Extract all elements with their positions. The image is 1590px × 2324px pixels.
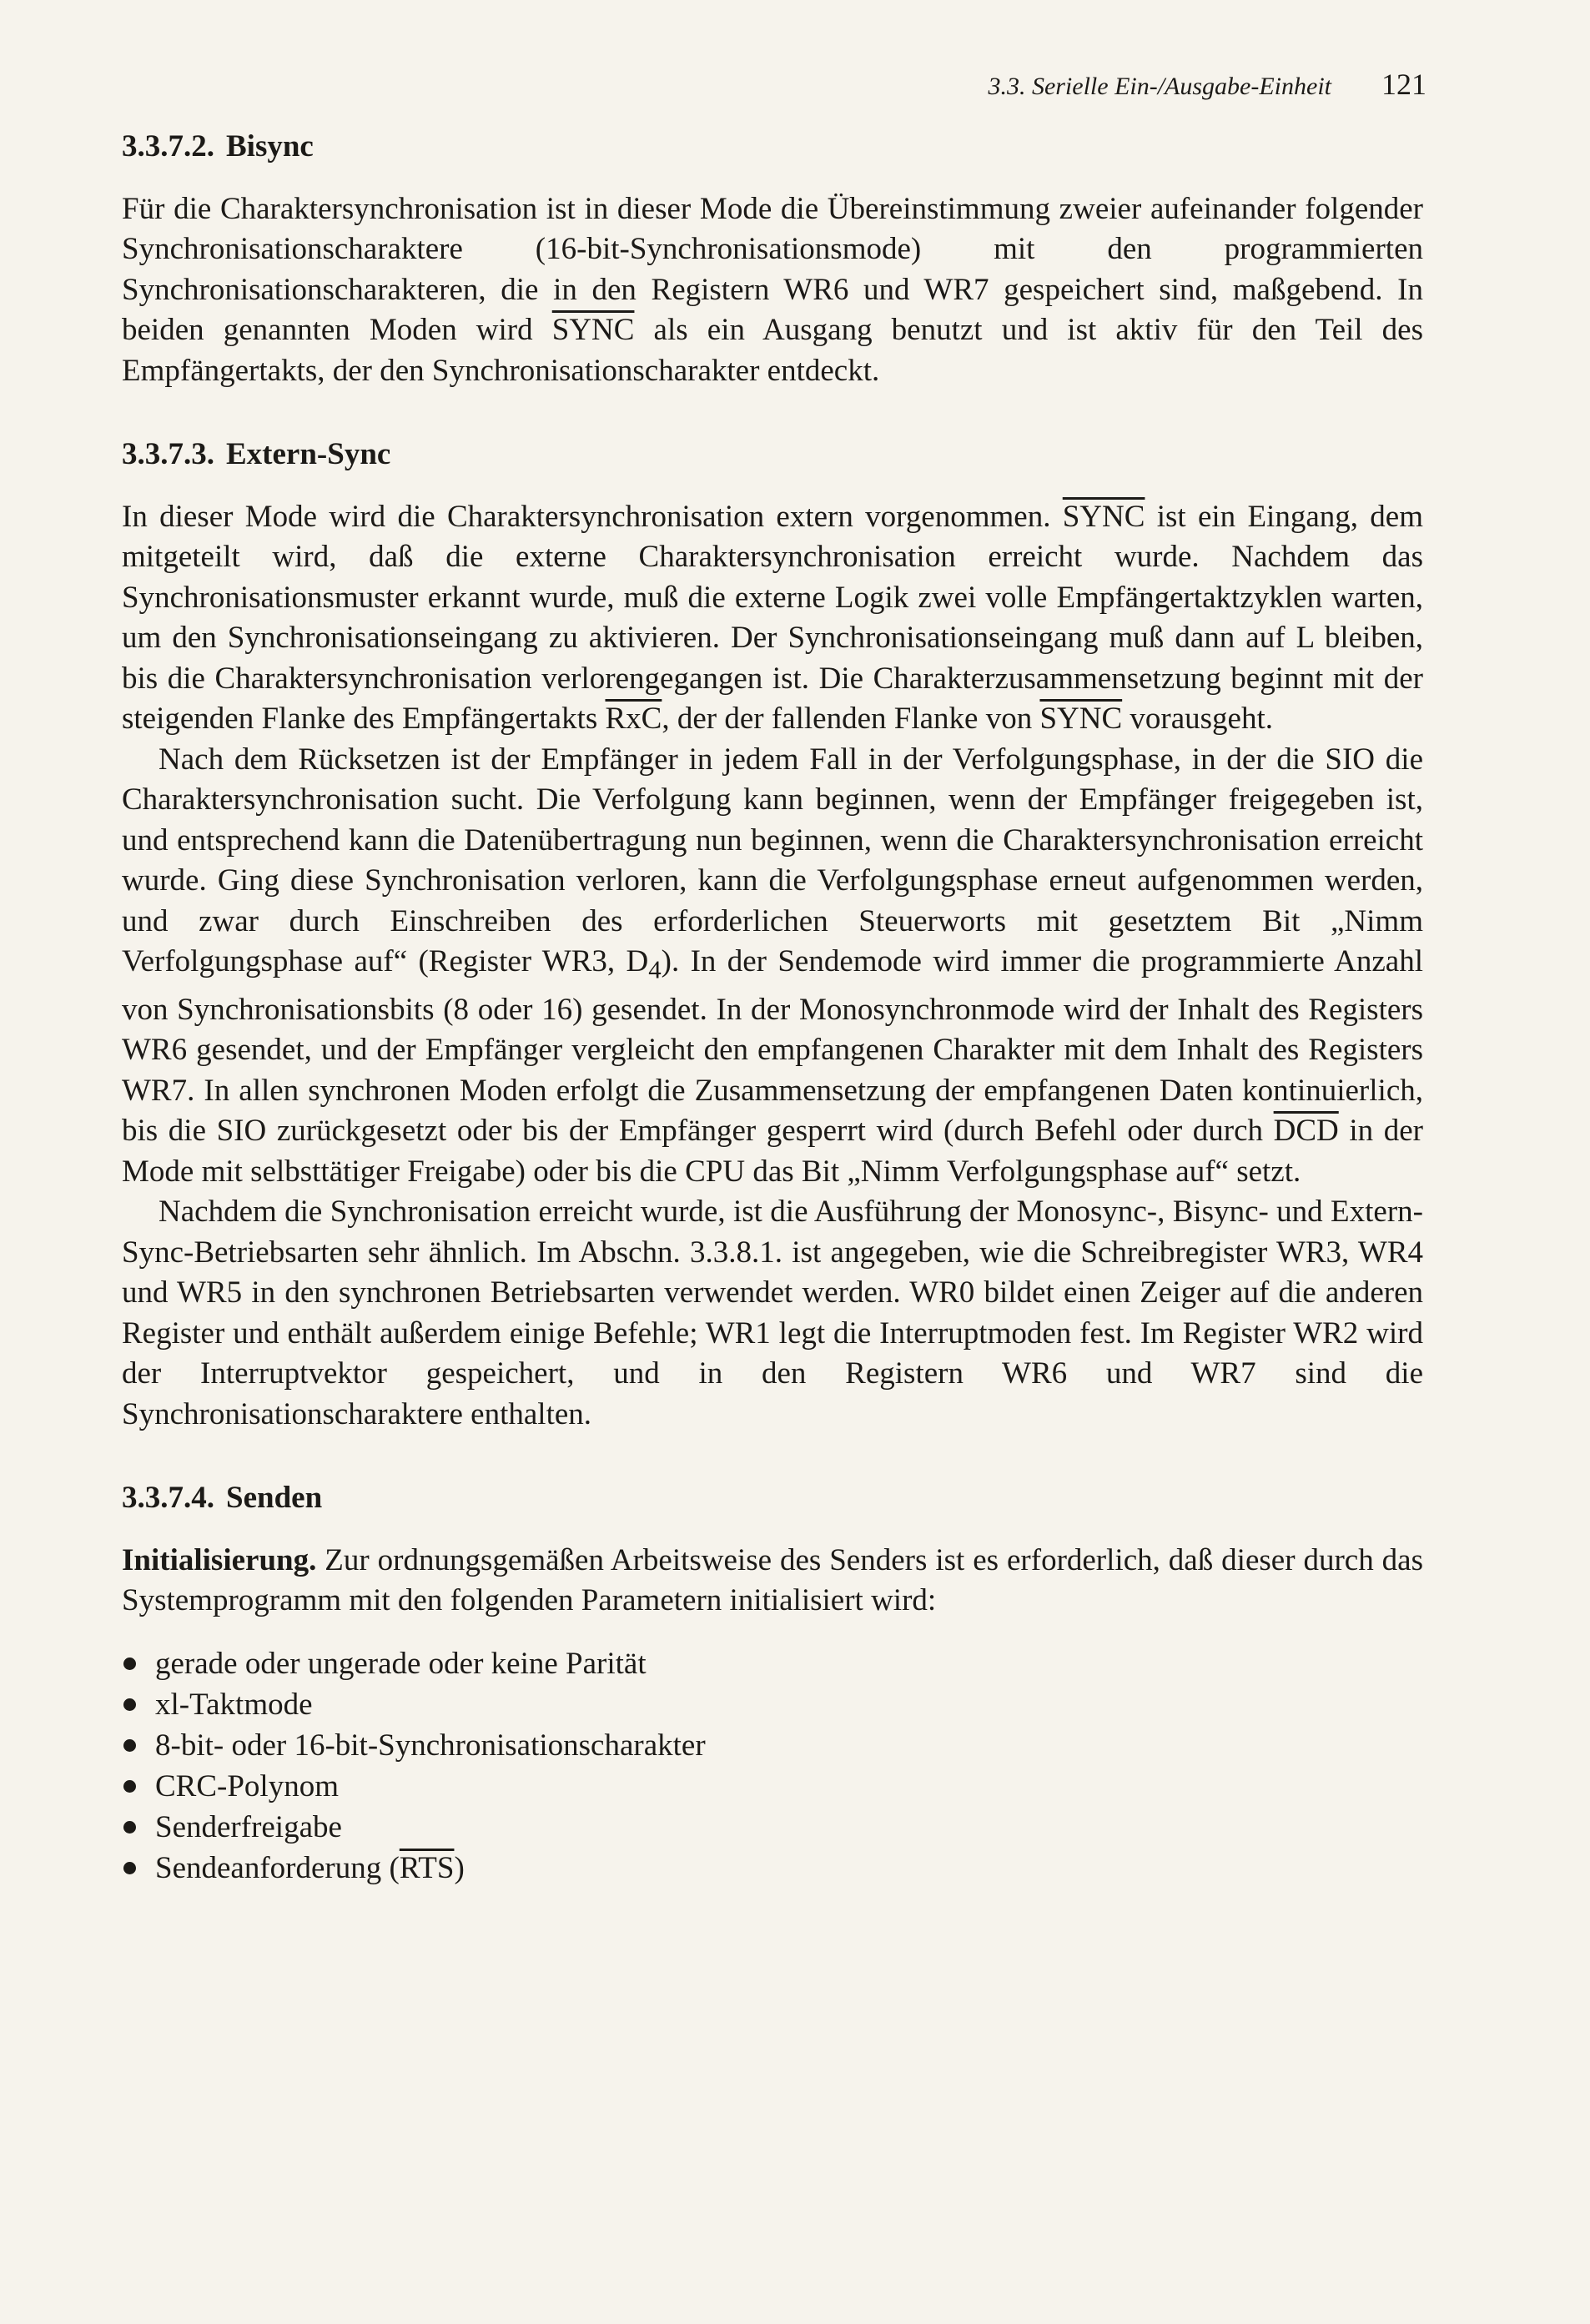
bullet-icon <box>123 1657 136 1670</box>
subscript: 4 <box>648 955 662 984</box>
bullet-icon <box>123 1698 136 1711</box>
signal-rxc: $\overline{RxC}$ <box>605 702 662 736</box>
text-run: Zur ordnungsgemäßen Arbeitsweise des Senders ist es erforderlich, daß dieser durch das Systemprogramm mit den folgenden Parametern initialisiert wird: <box>122 1542 1423 1618</box>
list-item: xl-Taktmode <box>122 1684 1423 1725</box>
section-heading-extern-sync <box>122 435 1423 475</box>
signal-rts: $\overline{RTS}$ <box>399 1850 455 1885</box>
page-header <box>868 67 1426 108</box>
paragraph <box>122 1541 1423 1622</box>
paragraph <box>122 497 1423 740</box>
bullet-icon <box>123 1862 136 1874</box>
section-number: 3.3.7.4. <box>122 1481 214 1516</box>
signal-dcd: $\overline{DCD}$ <box>1273 1114 1339 1149</box>
list-item: CRC-Polynom <box>122 1766 1423 1807</box>
page-body <box>122 127 1423 1889</box>
run-in-heading: Initialisierung. <box>122 1542 317 1577</box>
section-title: Extern-Sync <box>226 437 391 471</box>
text-run: Für die Charaktersynchronisation ist in dieser Mode die Übereinstimmung zweier aufeinander folgender Synchronisationscharaktere (16-bit-Synchronisationsmode) mit den programmierten Synchronisationscharakteren, die in den Registern WR6 und WR7 gespeichert sind, maßgebend. In beiden genannten Moden wird <box>122 191 1423 347</box>
parameter-list <box>122 1643 1423 1889</box>
text-run: vorausgeht. <box>1122 702 1274 736</box>
signal-sync: SYNC <box>1062 499 1145 534</box>
paragraph <box>122 189 1423 392</box>
bullet-icon <box>123 1780 136 1793</box>
text-run: In dieser Mode wird die Charaktersynchronisation extern vorgenommen. <box>122 499 1063 534</box>
running-head: 3.3. Serielle Ein-/Ausgabe-Einheit <box>988 73 1331 100</box>
paragraph <box>122 740 1423 1193</box>
text-run: ). In der Sendemode wird immer die programmierte Anzahl von Synchronisationsbits (8 oder 16) gesendet. In der Monosynchronmode wird der Inhalt des Registers WR6 gesendet, und der Empfänger vergleicht den empfangenen Charakter mit dem Inhalt des Registers WR7. In allen synchronen Moden erfolgt die Zusammensetzung der empfangenen Daten kontinuierlich, bis die SIO zurückgesetzt oder bis der Empfänger gesperrt wird (durch Befehl oder durch <box>122 944 1423 1149</box>
list-item: 8-bit- oder 16-bit-Synchronisationscharakter <box>122 1725 1423 1766</box>
text-run: in der Mode mit selbsttätiger Freigabe) oder bis die CPU das Bit „Nimm Verfolgungsphase auf“ setzt. <box>122 1114 1423 1189</box>
list-item: Senderfreigabe <box>122 1807 1423 1848</box>
signal-sync: SYNC <box>1039 702 1123 736</box>
section-number: 3.3.7.2. <box>122 129 214 163</box>
bullet-icon <box>123 1739 136 1752</box>
text-run: ist ein Eingang, dem mitgeteilt wird, daß die externe Charaktersynchronisation erreicht wurde. Nachdem das Synchronisationsmuster erkannt wurde, muß die externe Logik zwei volle Empfängertaktzyklen warten, um den Synchronisationseingang zu aktivieren. Der Synchronisationseingang muß dann auf L bleiben, bis die Charaktersynchronisation verlorengegangen ist. Die Charakterzusammensetzung beginnt mit der steigenden Flanke des Empfängertakts <box>122 499 1423 736</box>
text-run: Nach dem Rücksetzen ist der Empfänger in jedem Fall in der Verfolgungsphase, in der die SIO die Charaktersynchronisation sucht. Die Verfolgung kann beginnen, wenn der Empfänger freigegeben ist, und entsprechend kann die Datenübertragung nun beginnen, wenn die Charaktersynchronisation erreicht wurde. Ging diese Synchronisation verloren, kann die Verfolgungsphase erneut aufgenommen werden, und zwar durch Einschreiben des erforderlichen Steuerworts mit gesetztem Bit „Nimm Verfolgungsphase auf“ (Register WR3, D <box>122 742 1423 978</box>
section-number: 3.3.7.3. <box>122 437 214 471</box>
list-item: gerade oder ungerade oder keine Parität <box>122 1643 1423 1684</box>
page-number: 121 <box>1381 68 1426 101</box>
section-heading-senden <box>122 1478 1423 1519</box>
paragraph: Nachdem die Synchronisation erreicht wurde, ist die Ausführung der Monosync-, Bisync- und Extern-Sync-Betriebsarten sehr ähnlich. Im Abschn. 3.3.8.1. ist angegeben, wie die Schreibregister WR3, WR4 und WR5 in den synchronen Betriebsarten verwendet werden. WR0 bildet einen Zeiger auf die anderen Register und enthält außerdem einige Befehle; WR1 legt die Interruptmoden fest. Im Register WR2 wird der Interruptvektor gespeichert, und in den Registern WR6 und WR7 sind die Synchronisationscharaktere enthalten. <box>122 1195 1423 1431</box>
section-heading-bisync <box>122 127 1423 168</box>
list-item: Sendeanforderung $(\overline{RTS})$ <box>122 1848 1423 1889</box>
section-title: Bisync <box>226 129 314 163</box>
text-run: als ein Ausgang benutzt und ist aktiv für den Teil des Empfängertakts, der den Synchronisationscharakter entdeckt. <box>122 313 1423 388</box>
signal-sync: SYNC <box>551 313 635 347</box>
section-title: Senden <box>226 1481 323 1516</box>
bullet-icon <box>123 1821 136 1834</box>
text-run: , der der fallenden Flanke von <box>662 702 1040 736</box>
